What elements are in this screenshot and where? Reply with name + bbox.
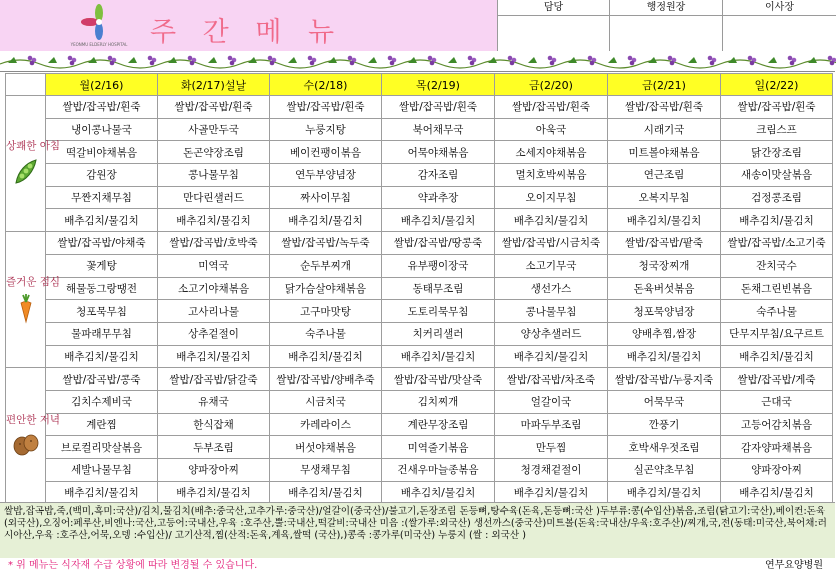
menu-item: 배추김치/물김치	[721, 345, 833, 368]
menu-item: 닭가슴살야채볶음	[270, 277, 382, 300]
page-header	[0, 0, 835, 51]
menu-item: 잔치국수	[721, 254, 833, 277]
grape-vine-border	[0, 51, 835, 72]
menu-item: 호박새우젓조림	[608, 436, 721, 459]
menu-item: 청경채겉절이	[495, 459, 608, 482]
menu-row	[6, 96, 833, 119]
menu-item: 배추김치/물김치	[382, 209, 495, 232]
meal-label: 편안한 저녁	[6, 414, 61, 427]
menu-item: 쌀밥/잡곡밥/흰죽	[46, 96, 158, 119]
header-banner	[0, 0, 497, 51]
menu-row	[6, 164, 833, 187]
menu-row	[6, 209, 833, 232]
menu-item: 쌀밥/잡곡밥/땅콩죽	[382, 232, 495, 255]
menu-item: 짜사이무침	[270, 186, 382, 209]
menu-item: 연두부양념장	[270, 164, 382, 187]
menu-item: 콩나물무침	[495, 300, 608, 323]
menu-item: 쌀밥/잡곡밥/흰죽	[495, 96, 608, 119]
approval-box	[497, 0, 835, 51]
menu-item: 김치수제비국	[46, 390, 158, 413]
day-header: 화(2/17)설날	[158, 74, 270, 96]
menu-item: 미트볼야채볶음	[608, 141, 721, 164]
menu-item: 숙주나물	[721, 300, 833, 323]
hospital-logo-icon	[70, 3, 128, 49]
menu-item: 쌀밥/잡곡밥/흰죽	[158, 96, 270, 119]
menu-item: 오복지무침	[608, 186, 721, 209]
menu-item: 무짠지채무침	[46, 186, 158, 209]
meal-label: 즐거운 점심	[6, 276, 61, 289]
menu-item: 감자양파채볶음	[721, 436, 833, 459]
day-header: 일(2/22)	[721, 74, 833, 96]
menu-item: 물파래무무침	[46, 322, 158, 345]
menu-row	[6, 277, 833, 300]
menu-item: 냉이콩나물국	[46, 118, 158, 141]
menu-item: 계란무장조림	[382, 413, 495, 436]
menu-item: 고사리나물	[158, 300, 270, 323]
menu-item: 순두부찌개	[270, 254, 382, 277]
menu-item: 청포묵무침	[46, 300, 158, 323]
menu-item: 만두찜	[495, 436, 608, 459]
day-header: 수(2/18)	[270, 74, 382, 96]
menu-item: 배추김치/물김치	[721, 209, 833, 232]
approval-col-staff	[498, 0, 610, 51]
menu-item: 단무지무침/요구르트	[721, 322, 833, 345]
menu-item: 쌀밥/잡곡밥/맛살죽	[382, 368, 495, 391]
menu-item: 꽃게탕	[46, 254, 158, 277]
menu-item: 유부팽이장국	[382, 254, 495, 277]
page-title: 주 간 메 뉴	[150, 17, 344, 48]
menu-item: 쌀밥/잡곡밥/소고기죽	[721, 232, 833, 255]
menu-item: 소고기무국	[495, 254, 608, 277]
meal-label-cell	[6, 96, 61, 232]
menu-item: 미역국	[158, 254, 270, 277]
menu-item: 쌀밥/잡곡밥/차조죽	[495, 368, 608, 391]
menu-item: 배추김치/물김치	[608, 209, 721, 232]
menu-item: 숙주나물	[270, 322, 382, 345]
menu-item: 유채국	[158, 390, 270, 413]
menu-item: 김치찌개	[382, 390, 495, 413]
corner-cell	[6, 74, 46, 96]
weekly-menu-table	[5, 73, 833, 504]
menu-item: 배추김치/물김치	[46, 481, 158, 504]
menu-item: 쌀밥/잡곡밥/녹두죽	[270, 232, 382, 255]
menu-item: 쌀밥/잡곡밥/닭갈죽	[158, 368, 270, 391]
menu-item: 쌀밥/잡곡밥/야채죽	[46, 232, 158, 255]
menu-item: 돈육버섯볶음	[608, 277, 721, 300]
menu-item: 닭간장조림	[721, 141, 833, 164]
menu-item: 감원장	[46, 164, 158, 187]
menu-item: 아욱국	[495, 118, 608, 141]
menu-item: 쌀밥/잡곡밥/시금치죽	[495, 232, 608, 255]
menu-item: 실곤약초무침	[608, 459, 721, 482]
menu-item: 어묵야채볶음	[382, 141, 495, 164]
menu-item: 어묵무국	[608, 390, 721, 413]
menu-item: 양파장아찌	[721, 459, 833, 482]
menu-item: 생선가스	[495, 277, 608, 300]
menu-item: 배추김치/물김치	[270, 345, 382, 368]
menu-item: 무생채무침	[270, 459, 382, 482]
menu-row	[6, 186, 833, 209]
menu-item: 건새우마늘종볶음	[382, 459, 495, 482]
menu-item: 배추김치/물김치	[270, 209, 382, 232]
approval-col-director	[610, 0, 723, 51]
menu-item: 연근조림	[608, 164, 721, 187]
menu-item: 쌀밥/잡곡밥/콩죽	[46, 368, 158, 391]
menu-item: 배추김치/물김치	[270, 481, 382, 504]
approval-label: 담당	[498, 0, 609, 16]
menu-item: 약과추장	[382, 186, 495, 209]
menu-item: 쌀밥/잡곡밥/양배추죽	[270, 368, 382, 391]
pea-pod-icon	[12, 157, 40, 187]
menu-item: 계란찜	[46, 413, 158, 436]
menu-item: 동태무조림	[382, 277, 495, 300]
menu-item: 버섯야채볶음	[270, 436, 382, 459]
menu-item: 배추김치/물김치	[46, 209, 158, 232]
menu-item: 양파장아찌	[158, 459, 270, 482]
menu-item: 떡갈비야채볶음	[46, 141, 158, 164]
menu-item: 배추김치/물김치	[158, 481, 270, 504]
menu-item: 배추김치/물김치	[46, 345, 158, 368]
menu-item: 미역줄기볶음	[382, 436, 495, 459]
menu-item: 소고기야채볶음	[158, 277, 270, 300]
menu-item: 배추김치/물김치	[495, 481, 608, 504]
menu-item: 양배추찜,쌈장	[608, 322, 721, 345]
menu-row	[6, 368, 833, 391]
menu-item: 시래기국	[608, 118, 721, 141]
menu-item: 치커리샐러	[382, 322, 495, 345]
menu-item: 쌀밥/잡곡밥/흰죽	[608, 96, 721, 119]
menu-item: 쌀밥/잡곡밥/호박죽	[158, 232, 270, 255]
menu-item: 고등어감치볶음	[721, 413, 833, 436]
menu-item: 쌀밥/잡곡밥/누룽지죽	[608, 368, 721, 391]
menu-item: 누룽지탕	[270, 118, 382, 141]
change-notice: * 위 메뉴는 식자재 수급 상황에 따라 변경될 수 있습니다.	[8, 560, 258, 571]
hospital-name: 연무요양병원	[765, 560, 823, 571]
menu-item: 카레라이스	[270, 413, 382, 436]
menu-item: 배추김치/물김치	[495, 209, 608, 232]
menu-item: 쌀밥/잡곡밥/흰죽	[382, 96, 495, 119]
menu-item: 쌀밥/잡곡밥/흰죽	[721, 96, 833, 119]
day-header: 금(2/20)	[495, 74, 608, 96]
menu-item: 돈채그린빈볶음	[721, 277, 833, 300]
meal-label-cell	[6, 232, 61, 368]
menu-item: 고구마맛탕	[270, 300, 382, 323]
day-header: 금(2/21)	[608, 74, 721, 96]
menu-row	[6, 436, 833, 459]
menu-item: 베이컨팽이볶음	[270, 141, 382, 164]
menu-row	[6, 232, 833, 255]
menu-item: 배추김치/물김치	[382, 481, 495, 504]
menu-item: 배추김치/물김치	[158, 345, 270, 368]
menu-item: 근대국	[721, 390, 833, 413]
menu-item: 새송이맛살볶음	[721, 164, 833, 187]
menu-item: 배추김치/물김치	[608, 345, 721, 368]
menu-item: 세발나물무침	[46, 459, 158, 482]
menu-item: 만다린샐러드	[158, 186, 270, 209]
potato-icon	[12, 431, 40, 457]
menu-item: 브로컬리맛살볶음	[46, 436, 158, 459]
menu-item: 쌀밥/잡곡밥/흰죽	[270, 96, 382, 119]
menu-row	[6, 390, 833, 413]
carrot-icon	[16, 293, 36, 323]
approval-label: 이사장	[723, 0, 836, 16]
menu-item: 오이지무침	[495, 186, 608, 209]
menu-row	[6, 413, 833, 436]
menu-item: 해물동그랑땡전	[46, 277, 158, 300]
menu-row	[6, 300, 833, 323]
menu-item: 마파두부조림	[495, 413, 608, 436]
meal-label: 상쾌한 아침	[6, 140, 61, 153]
menu-item: 두부조림	[158, 436, 270, 459]
day-header-row	[6, 74, 833, 96]
approval-label: 행정원장	[610, 0, 722, 16]
menu-item: 청국장찌개	[608, 254, 721, 277]
menu-item: 상추겉절이	[158, 322, 270, 345]
day-header: 목(2/19)	[382, 74, 495, 96]
menu-item: 도토리묵무침	[382, 300, 495, 323]
vine-decoration	[0, 51, 835, 72]
menu-row	[6, 141, 833, 164]
menu-item: 청포묵양념장	[608, 300, 721, 323]
menu-row	[6, 322, 833, 345]
menu-item: 얼갈이국	[495, 390, 608, 413]
menu-item: 한식잡채	[158, 413, 270, 436]
menu-item: 배추김치/물김치	[158, 209, 270, 232]
menu-item: 크림스프	[721, 118, 833, 141]
page-footer	[0, 558, 835, 574]
approval-col-chairman	[723, 0, 836, 51]
menu-item: 감자조림	[382, 164, 495, 187]
menu-item: 배추김치/물김치	[608, 481, 721, 504]
menu-item: 돈곤약장조림	[158, 141, 270, 164]
menu-item: 쌀밥/잡곡밥/팥죽	[608, 232, 721, 255]
menu-item: 멸치호박씨볶음	[495, 164, 608, 187]
menu-item: 북어채무국	[382, 118, 495, 141]
meal-label-cell	[6, 368, 61, 504]
menu-item: 양상추샐러드	[495, 322, 608, 345]
menu-row	[6, 118, 833, 141]
menu-item: 시금치국	[270, 390, 382, 413]
menu-row	[6, 481, 833, 504]
day-header: 월(2/16)	[46, 74, 158, 96]
menu-row	[6, 254, 833, 277]
menu-item: 소세지야채볶음	[495, 141, 608, 164]
menu-item: 검정콩조림	[721, 186, 833, 209]
menu-item: 쌀밥/잡곡밥/게죽	[721, 368, 833, 391]
menu-item: 사골만두국	[158, 118, 270, 141]
menu-row	[6, 459, 833, 482]
menu-item: 콩나물무침	[158, 164, 270, 187]
menu-item: 배추김치/물김치	[495, 345, 608, 368]
menu-row	[6, 345, 833, 368]
menu-item: 배추김치/물김치	[721, 481, 833, 504]
menu-item: 배추김치/물김치	[382, 345, 495, 368]
menu-item: 깐풍기	[608, 413, 721, 436]
origin-notes: 쌀밥,잡곡밥,죽,(백미,흑미:국산)/김치,물김치(배추:중국산,고추가루:중국산)/얼갈이(중국산)/불고기,돈장조림 돈등뼈,탕수육(돈육,돈등뼈:국산 )두부류:콩(수입산)볶음,조림(닭고기:국산),베이컨:돈육(외국산),오징어:페루산,비엔나:국산,고등어:국내산,우육 :호주산,뿔:국내산,떡갈비:국내산 미음 :(쌀가루:외국산) 생선까스(중국산)미트볼(돈육:국내산/우육:호주산)/찌개,국,전(동태:미국산,북어채:러시아산,우육 :호주산,어묵,오뎅 :수입산)/ 고기산적,찜(산적:돈육,계육,쌀떡 (국산),)콩죽 :콩가루(미국산) 누룽지 (쌀 : 외국산 )	[0, 502, 835, 558]
logo-text: YEONMU ELDERLY HOSPITAL	[70, 42, 128, 47]
